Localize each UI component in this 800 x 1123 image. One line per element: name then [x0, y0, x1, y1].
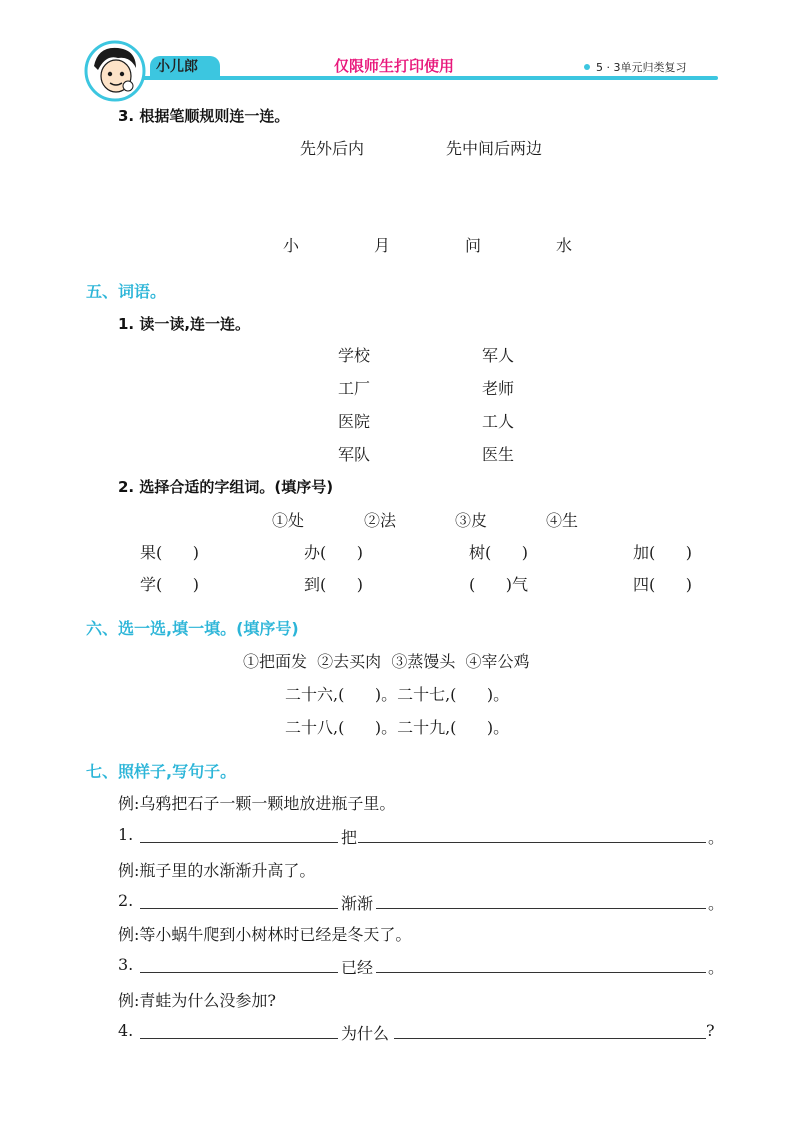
fill-blank: ( )气 — [469, 575, 529, 594]
word-right: 老师 — [482, 379, 515, 398]
end-mark: 。 — [708, 958, 725, 977]
example-sentence: 例:乌鸦把石子一颗一颗地放进瓶子里。 — [118, 794, 396, 813]
word-right: 工人 — [482, 412, 515, 431]
fill-blank: 到( ) — [304, 575, 364, 594]
answer-line[interactable] — [140, 908, 338, 909]
word-right: 医生 — [482, 445, 515, 464]
section-7-title: 七、照样子,写句子。 — [86, 762, 237, 781]
unit-label: 5 · 3单元归类复习 — [596, 61, 687, 74]
mascot-icon — [84, 40, 146, 102]
fill-blank: 果( ) — [140, 543, 200, 562]
end-mark: 。 — [708, 894, 725, 913]
q3-title: 3. 根据笔顺规则连一连。 — [118, 107, 290, 125]
option: ③皮 — [455, 511, 488, 530]
unit-label-wrap — [584, 59, 687, 75]
key-word: 已经 — [341, 958, 374, 977]
char-item: 月 — [374, 236, 391, 255]
fill-line: 二十六,( )。二十七,( )。 — [285, 685, 510, 704]
item-number: 3. — [118, 955, 134, 974]
example-sentence: 例:瓶子里的水渐渐升高了。 — [118, 861, 316, 880]
answer-line[interactable] — [140, 1038, 338, 1039]
key-word: 为什么 — [341, 1024, 390, 1043]
answer-line[interactable] — [358, 842, 706, 843]
item-number: 2. — [118, 891, 134, 910]
item-number: 4. — [118, 1021, 134, 1040]
option: ①处 — [272, 511, 305, 530]
char-item: 水 — [556, 236, 573, 255]
word-left: 军队 — [338, 445, 371, 464]
answer-line[interactable] — [376, 908, 706, 909]
fill-blank: 加( ) — [633, 543, 693, 562]
rule-middle-sides: 先中间后两边 — [446, 139, 543, 158]
options-line: ①把面发 ②去买肉 ③蒸馒头 ④宰公鸡 — [243, 652, 530, 671]
word-left: 学校 — [338, 346, 371, 365]
fill-blank: 四( ) — [633, 575, 693, 594]
bullet-icon — [584, 64, 590, 70]
answer-line[interactable] — [394, 1038, 706, 1039]
fill-line: 二十八,( )。二十九,( )。 — [285, 718, 510, 737]
word-right: 军人 — [482, 346, 515, 365]
header-title: 仅限师生打印使用 — [334, 57, 455, 75]
word-left: 医院 — [338, 412, 371, 431]
header-rule — [120, 76, 718, 80]
fill-blank: 学( ) — [140, 575, 200, 594]
example-sentence: 例:等小蜗牛爬到小树林时已经是冬天了。 — [118, 925, 412, 944]
rule-outer-inner: 先外后内 — [300, 139, 365, 158]
key-word: 把 — [341, 828, 358, 847]
key-word: 渐渐 — [341, 894, 374, 913]
end-mark: 。 — [708, 828, 725, 847]
q5-2-title: 2. 选择合适的字组词。(填序号) — [118, 478, 334, 496]
q5-1-title: 1. 读一读,连一连。 — [118, 315, 251, 333]
option: ②法 — [364, 511, 397, 530]
word-left: 工厂 — [338, 379, 371, 398]
example-sentence: 例:青蛙为什么没参加? — [118, 991, 276, 1010]
item-number: 1. — [118, 825, 134, 844]
option: ④生 — [546, 511, 579, 530]
section-5-title: 五、词语。 — [86, 282, 167, 301]
section-6-title: 六、选一选,填一填。(填序号) — [86, 619, 299, 638]
answer-line[interactable] — [140, 842, 338, 843]
brand-label: 小儿郎 — [156, 59, 198, 75]
fill-blank: 树( ) — [469, 543, 529, 562]
answer-line[interactable] — [140, 972, 338, 973]
char-item: 小 — [283, 236, 300, 255]
end-mark: ? — [706, 1021, 715, 1040]
char-item: 问 — [465, 236, 482, 255]
fill-blank: 办( ) — [304, 543, 364, 562]
answer-line[interactable] — [376, 972, 706, 973]
